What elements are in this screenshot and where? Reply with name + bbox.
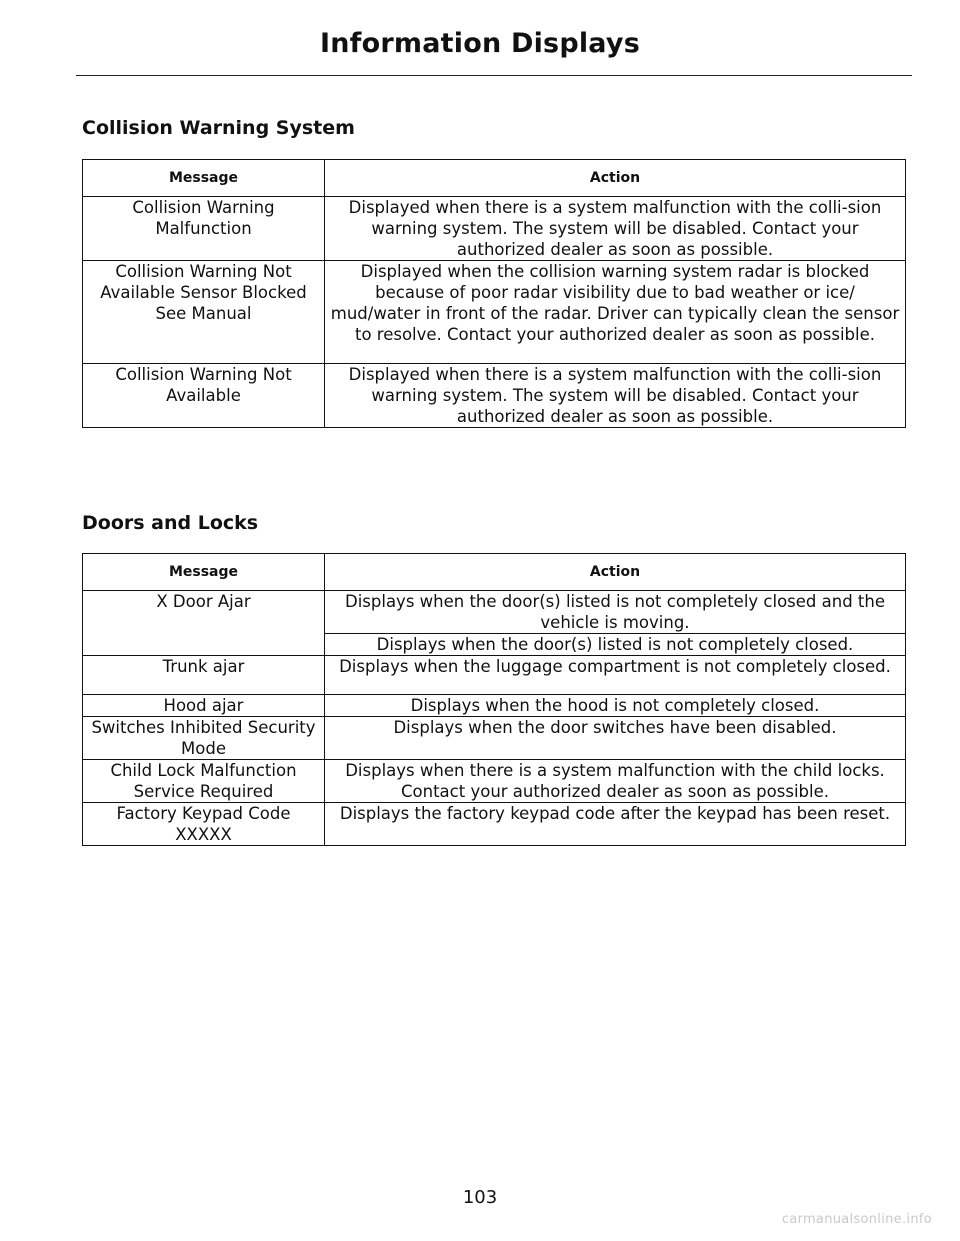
message-cell: Factory Keypad Code XXXXX	[83, 803, 325, 846]
section-title-collision-warning: Collision Warning System	[82, 117, 355, 139]
action-cell: Displays when there is a system malfunction with the child locks. Contact your authorized dealer as soon as possible.	[325, 760, 906, 803]
message-cell: Trunk ajar	[83, 656, 325, 695]
action-cell: Displays the factory keypad code after the keypad has been reset.	[325, 803, 906, 846]
action-cell: Displays when the door switches have been disabled.	[325, 717, 906, 760]
watermark: carmanualsonline.info	[781, 1212, 932, 1227]
message-cell: X Door Ajar	[83, 591, 325, 656]
action-cell: Displays when the door(s) listed is not completely closed and the vehicle is moving.	[325, 591, 906, 634]
header-divider	[76, 75, 912, 76]
table-row	[83, 656, 906, 695]
column-header-message: Message	[83, 160, 325, 197]
message-cell: Collision Warning Not Available Sensor Blocked See Manual	[83, 261, 325, 364]
message-cell: Child Lock Malfunction Service Required	[83, 760, 325, 803]
message-cell: Switches Inhibited Security Mode	[83, 717, 325, 760]
message-cell: Collision Warning Not Available	[83, 364, 325, 428]
action-cell: Displays when the door(s) listed is not completely closed.	[325, 634, 906, 656]
message-cell: Collision Warning Malfunction	[83, 197, 325, 261]
doors-and-locks-table	[82, 553, 906, 846]
table-row	[83, 803, 906, 846]
section-title-doors-and-locks: Doors and Locks	[82, 512, 259, 534]
column-header-action: Action	[325, 554, 906, 591]
table-row	[83, 717, 906, 760]
table-header-row	[83, 554, 906, 591]
column-header-message: Message	[83, 554, 325, 591]
table-row	[83, 591, 906, 634]
action-cell: Displays when the luggage compartment is not completely closed.	[325, 656, 906, 695]
table-row	[83, 197, 906, 261]
action-cell: Displayed when the collision warning system radar is blocked because of poor radar visibility due to bad weather or ice/ mud/water in front of the radar. Driver can typically clean the sensor to resolve. Contact your authorized dealer as soon as possible.	[325, 261, 906, 364]
column-header-action: Action	[325, 160, 906, 197]
action-cell: Displays when the hood is not completely closed.	[325, 695, 906, 717]
collision-warning-table	[82, 159, 906, 428]
action-cell: Displayed when there is a system malfunction with the colli-sion warning system. The system will be disabled. Contact your authorized dealer as soon as possible.	[325, 197, 906, 261]
table-row	[83, 760, 906, 803]
page-header-title: Information Displays	[320, 28, 640, 59]
action-cell: Displayed when there is a system malfunction with the colli-sion warning system. The system will be disabled. Contact your authorized dealer as soon as possible.	[325, 364, 906, 428]
table-row	[83, 364, 906, 428]
page-number: 103	[462, 1187, 498, 1208]
table-row	[83, 261, 906, 364]
table-header-row	[83, 160, 906, 197]
message-cell: Hood ajar	[83, 695, 325, 717]
table-row	[83, 695, 906, 717]
